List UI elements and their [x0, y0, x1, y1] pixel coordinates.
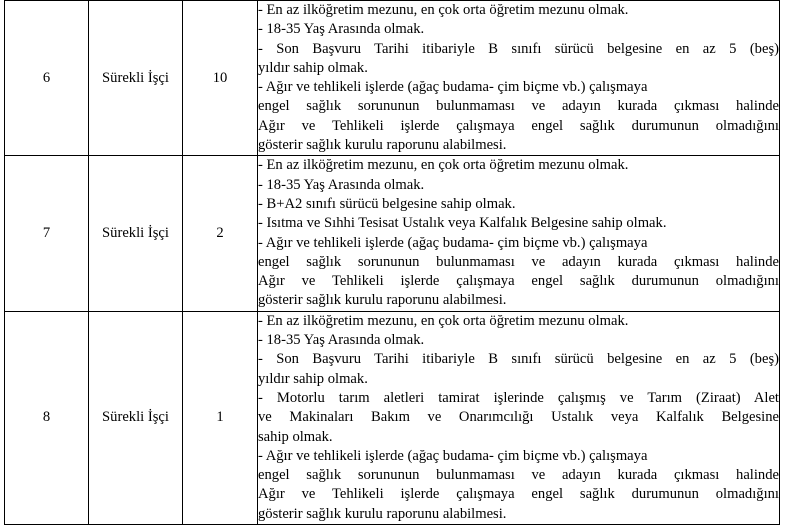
requirement-line: Ağır ve Tehlikeli işlerde çalışmaya engel sağlık durumunun olmadığını: [258, 486, 779, 503]
position-count-cell: 10: [183, 1, 258, 156]
requirement-line: Ağır ve Tehlikeli işlerde çalışmaya engel sağlık durumunun olmadığını: [258, 117, 779, 134]
requirement-line: - 18-35 Yaş Arasında olmak.: [258, 332, 425, 349]
position-count-cell: 1: [183, 311, 258, 524]
requirements-cell: [258, 1, 780, 156]
requirement-line: sahip olmak.: [258, 428, 333, 445]
position-count-cell: 2: [183, 156, 258, 311]
row-number-cell: 6: [5, 1, 89, 156]
requirement-line: yıldır sahip olmak.: [258, 59, 368, 76]
requirement-line: yıldır sahip olmak.: [258, 370, 368, 387]
table-row: [5, 156, 780, 311]
requirement-line: ve Makinaları Bakım ve Onarımcılığı Ustalık veya Kalfalık Belgesine: [258, 409, 779, 426]
requirements-table-body: [5, 1, 780, 525]
requirement-line: - Ağır ve tehlikeli işlerde (ağaç budama- çim biçme vb.) çalışmaya: [258, 447, 648, 464]
requirement-line: Ağır ve Tehlikeli işlerde çalışmaya engel sağlık durumunun olmadığını: [258, 273, 779, 290]
requirement-line: - En az ilköğretim mezunu, en çok orta öğretim mezunu olmak.: [258, 157, 629, 174]
table-row: [5, 1, 780, 156]
requirement-line: - En az ilköğretim mezunu, en çok orta öğretim mezunu olmak.: [258, 2, 629, 18]
requirement-line: engel sağlık sorununun bulunmaması ve adayın kurada çıkması halinde: [258, 467, 779, 484]
position-title-cell: Sürekli İşçi: [89, 311, 183, 524]
requirement-line: - Ağır ve tehlikeli işlerde (ağaç budama- çim biçme vb.) çalışmaya: [258, 79, 648, 96]
requirement-line: - 18-35 Yaş Arasında olmak.: [258, 176, 425, 193]
requirement-line: engel sağlık sorununun bulunmaması ve adayın kurada çıkması halinde: [258, 98, 779, 115]
requirement-line: gösterir sağlık kurulu raporunu alabilmesi.: [258, 137, 507, 154]
requirements-cell: [258, 311, 780, 524]
requirement-line: - En az ilköğretim mezunu, en çok orta öğretim mezunu olmak.: [258, 312, 629, 329]
table-row: [5, 311, 780, 524]
position-title-cell: Sürekli İşçi: [89, 156, 183, 311]
requirement-line: gösterir sağlık kurulu raporunu alabilmesi.: [258, 292, 507, 309]
requirement-line: - Isıtma ve Sıhhi Tesisat Ustalık veya Kalfalık Belgesine sahip olmak.: [258, 215, 667, 232]
row-number-cell: 7: [5, 156, 89, 311]
requirement-line: - 18-35 Yaş Arasında olmak.: [258, 21, 425, 38]
requirement-line: - Son Başvuru Tarihi itibariyle B sınıfı sürücü belgesine en az 5 (beş): [258, 351, 779, 368]
requirement-line: - Son Başvuru Tarihi itibariyle B sınıfı sürücü belgesine en az 5 (beş): [258, 40, 779, 57]
requirement-line: gösterir sağlık kurulu raporunu alabilmesi.: [258, 505, 507, 522]
row-number-cell: 8: [5, 311, 89, 524]
requirements-table: [4, 0, 780, 525]
requirement-line: - Ağır ve tehlikeli işlerde (ağaç budama- çim biçme vb.) çalışmaya: [258, 234, 648, 251]
position-title-cell: Sürekli İşçi: [89, 1, 183, 156]
requirement-line: - Motorlu tarım aletleri tamirat işlerinde çalışmış ve Tarım (Ziraat) Alet: [258, 389, 779, 406]
requirement-line: engel sağlık sorununun bulunmaması ve adayın kurada çıkması halinde: [258, 253, 779, 270]
requirements-cell: [258, 156, 780, 311]
requirement-line: - B+A2 sınıfı sürücü belgesine sahip olmak.: [258, 195, 516, 212]
